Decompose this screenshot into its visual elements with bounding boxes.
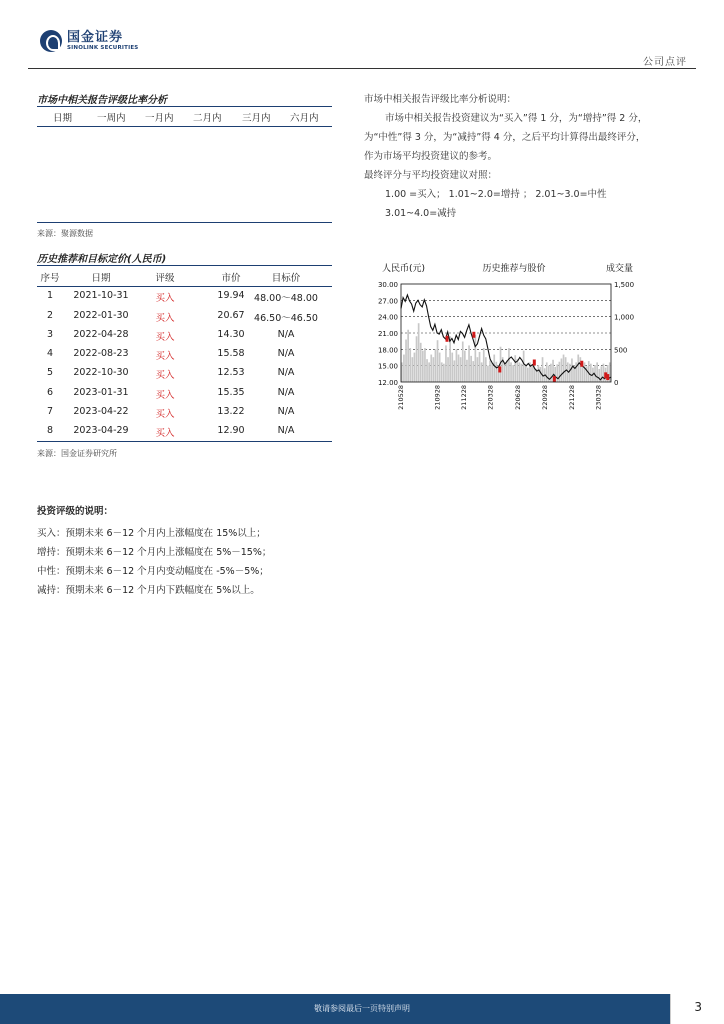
chart-volume-bar bbox=[456, 349, 458, 382]
history-table bbox=[37, 268, 332, 442]
chart-volume-bar bbox=[527, 368, 529, 382]
chart-volume-bar bbox=[598, 369, 600, 382]
cell-price: 15.58 bbox=[217, 348, 245, 360]
chart-grid bbox=[401, 300, 611, 365]
chart-recommend-marker bbox=[446, 336, 449, 342]
cell-rating: 买入 bbox=[155, 389, 175, 401]
chart-volume-bar bbox=[582, 365, 584, 382]
chart-recommend-marker bbox=[553, 376, 556, 382]
chart-volume-bar bbox=[460, 357, 462, 382]
chart-volume-bar bbox=[458, 355, 460, 382]
chart-volume-bar bbox=[519, 362, 521, 382]
chart-recommend-marker bbox=[533, 360, 536, 366]
chart-left-tick-label: 27.00 bbox=[377, 297, 398, 306]
chart-x-tick-label: 230328 bbox=[594, 385, 603, 410]
chart-volume-bar bbox=[485, 357, 487, 382]
chart-volume-bar bbox=[416, 336, 418, 382]
rating-stats-top-rule bbox=[37, 106, 332, 107]
cell-date: 2022-08-23 bbox=[73, 348, 129, 360]
cell-rating: 买入 bbox=[155, 312, 175, 324]
rating-note-line: 为“中性”得 3 分，为“减持”得 4 分，之后平均计算得出最终评分， bbox=[364, 132, 646, 143]
cell-target: N/A bbox=[277, 328, 295, 340]
chart-volume-bar bbox=[590, 364, 592, 382]
chart-volume-bar bbox=[596, 362, 598, 382]
chart-left-tick-label: 30.00 bbox=[377, 281, 398, 289]
cell-price: 20.67 bbox=[217, 309, 245, 321]
cell-rating: 买入 bbox=[155, 293, 175, 305]
cell-date: 2022-04-28 bbox=[73, 328, 129, 340]
chart-volume-bar bbox=[538, 365, 540, 382]
table-row bbox=[37, 345, 332, 364]
rating-note-line: 3.01~4.0=减持 bbox=[385, 208, 457, 219]
table-row bbox=[37, 307, 332, 326]
chart-volume-bars bbox=[401, 323, 611, 382]
cell-date: 2023-04-29 bbox=[73, 425, 129, 437]
chart-volume-bar bbox=[508, 348, 510, 382]
chart-volume-bar bbox=[531, 366, 533, 382]
rating-note-line: 作为市场平均投资建议的参考。 bbox=[364, 151, 498, 162]
chart-volume-bar bbox=[435, 349, 437, 382]
chart-volume-bar bbox=[561, 358, 563, 382]
chart-volume-bar bbox=[433, 357, 435, 382]
page-number: 3 bbox=[694, 1000, 702, 1014]
cell-no: 6 bbox=[46, 386, 54, 398]
chart-left-tick-label: 21.00 bbox=[377, 330, 398, 338]
cell-no: 8 bbox=[46, 425, 54, 437]
history-top-rule bbox=[37, 265, 332, 266]
cell-price: 15.35 bbox=[217, 386, 245, 398]
chart-x-tick-label: 221228 bbox=[567, 385, 576, 410]
cell-target: N/A bbox=[277, 386, 295, 398]
chart-left-ticks bbox=[378, 281, 398, 387]
chart-volume-bar bbox=[603, 364, 605, 382]
chart-volume-bar bbox=[424, 348, 426, 382]
chart-right-tick-label: 500 bbox=[614, 346, 628, 355]
chart-volume-bar bbox=[405, 340, 407, 382]
cell-date: 2023-01-31 bbox=[73, 386, 129, 398]
chart-volume-bar bbox=[523, 351, 525, 382]
chart-volume-bar bbox=[577, 355, 579, 382]
rating-stats-header bbox=[37, 110, 332, 124]
column-header: 二月内 bbox=[193, 113, 222, 124]
rating-note-line: 市场中相关报告评级比率分析说明： bbox=[364, 94, 517, 105]
chart-volume-bar bbox=[472, 361, 474, 382]
document-type: 公司点评 bbox=[643, 57, 687, 68]
evaluation-title: 投资评级的说明： bbox=[37, 506, 114, 517]
history-header-row bbox=[37, 268, 332, 287]
evaluation-line: 增持：预期未来 6－12 个月内上涨幅度在 5%－15%； bbox=[37, 547, 272, 558]
column-header: 一月内 bbox=[145, 113, 174, 124]
rating-note-line: 市场中相关报告投资建议为“买入”得 1 分，为“增持”得 2 分， bbox=[385, 113, 648, 124]
chart-volume-bar bbox=[441, 362, 443, 382]
chart-volume-bar bbox=[466, 360, 468, 382]
chart-volume-bar bbox=[470, 356, 472, 382]
chart-left-tick-label: 24.00 bbox=[377, 313, 398, 322]
chart-volume-bar bbox=[546, 362, 548, 382]
chart-volume-bar bbox=[422, 351, 424, 382]
chart-volume-bar bbox=[483, 348, 485, 382]
chart-recommend-marker bbox=[498, 366, 501, 372]
chart-volume-bar bbox=[443, 364, 445, 382]
chart-volume-bar bbox=[481, 362, 483, 382]
cell-no: 4 bbox=[46, 348, 54, 360]
cell-no: 1 bbox=[46, 290, 54, 302]
chart-volume-bar bbox=[542, 357, 544, 382]
chart-volume-bar bbox=[493, 355, 495, 382]
chart-right-tick-label: 0 bbox=[614, 379, 619, 387]
evaluation-line: 买入：预期未来 6－12 个月内上涨幅度在 15%以上； bbox=[37, 528, 266, 539]
rating-stats-header-rule bbox=[37, 126, 332, 127]
chart-volume-bar bbox=[512, 365, 514, 382]
chart-volume-bar bbox=[487, 366, 489, 382]
chart-x-tick-label: 220328 bbox=[486, 385, 495, 410]
chart-volume-bar bbox=[584, 362, 586, 382]
chart-volume-bar bbox=[496, 362, 498, 382]
cell-price: 12.53 bbox=[217, 367, 245, 379]
chart-x-ticks bbox=[397, 385, 602, 410]
chart-volume-bar bbox=[477, 357, 479, 382]
chart-x-tick-label: 220628 bbox=[513, 385, 522, 410]
cell-no: 3 bbox=[46, 328, 54, 340]
cell-price: 13.22 bbox=[217, 406, 245, 418]
chart-volume-bar bbox=[475, 335, 477, 382]
column-header: 六月内 bbox=[290, 113, 319, 124]
column-header: 目标价 bbox=[271, 273, 301, 284]
chart-volume-bar bbox=[563, 355, 565, 382]
company-logo bbox=[40, 29, 138, 53]
chart-volume-bar bbox=[464, 351, 466, 382]
chart-title: 历史推荐与股价 bbox=[482, 264, 546, 274]
chart-volume-bar bbox=[454, 360, 456, 382]
chart-volume-bar bbox=[468, 345, 470, 382]
column-header: 三月内 bbox=[242, 113, 271, 124]
table-row bbox=[37, 287, 332, 306]
chart-left-tick-label: 12.00 bbox=[377, 379, 398, 387]
chart-volume-bar bbox=[412, 357, 414, 382]
cell-rating: 买入 bbox=[155, 331, 175, 343]
column-header: 日期 bbox=[53, 113, 73, 124]
rating-note-line: 最终评分与平均投资建议对照： bbox=[364, 170, 498, 181]
chart-volume-bar bbox=[514, 355, 516, 382]
chart-x-tick-label: 210528 bbox=[397, 385, 405, 410]
chart-volume-bar bbox=[559, 362, 561, 382]
chart-volume-bar bbox=[439, 353, 441, 382]
chart-volume-bar bbox=[521, 364, 523, 382]
footer-notice: 敬请参阅最后一页特别声明 bbox=[314, 1004, 410, 1013]
chart-volume-bar bbox=[449, 336, 451, 382]
table-row bbox=[37, 422, 332, 441]
chart-volume-bar bbox=[437, 340, 439, 382]
chart-right-axis-label: 成交量 bbox=[606, 264, 634, 274]
footer-bar bbox=[0, 994, 724, 1024]
chart-volume-bar bbox=[403, 355, 405, 382]
chart-volume-bar bbox=[525, 365, 527, 382]
cell-target: N/A bbox=[277, 367, 295, 379]
column-header: 日期 bbox=[91, 273, 111, 284]
chart-volume-bar bbox=[418, 323, 420, 382]
logo-name-en: SINOLINK SECURITIES bbox=[67, 44, 139, 51]
cell-rating: 买入 bbox=[155, 409, 175, 421]
chart-x-tick-label: 210928 bbox=[433, 385, 442, 410]
rating-stats-source: 来源：聚源数据 bbox=[37, 229, 93, 238]
chart-volume-bar bbox=[428, 362, 430, 382]
cell-rating: 买入 bbox=[155, 370, 175, 382]
chart-volume-bar bbox=[426, 359, 428, 382]
chart-right-tick-label: 1,500 bbox=[614, 281, 635, 289]
chart-recommend-marker bbox=[580, 361, 583, 367]
history-source: 来源：国金证券研究所 bbox=[37, 449, 117, 458]
chart-volume-bar bbox=[462, 341, 464, 382]
evaluation-line: 中性：预期未来 6－12 个月内变动幅度在 -5%－5%； bbox=[37, 566, 269, 577]
chart-volume-bar bbox=[504, 364, 506, 382]
header-divider bbox=[28, 68, 696, 69]
chart-volume-bar bbox=[409, 348, 411, 382]
chart-x-tick-label: 211228 bbox=[460, 385, 469, 410]
chart-left-tick-label: 18.00 bbox=[377, 346, 398, 355]
chart-volume-bar bbox=[571, 358, 573, 382]
rating-stats-bottom-rule bbox=[37, 222, 332, 223]
cell-target: 48.00～48.00 bbox=[254, 293, 318, 305]
cell-rating: 买入 bbox=[155, 428, 175, 440]
chart-volume-bar bbox=[430, 355, 432, 382]
column-header: 一周内 bbox=[97, 113, 126, 124]
cell-date: 2022-10-30 bbox=[73, 367, 129, 379]
chart-volume-bar bbox=[451, 353, 453, 382]
price-history-chart bbox=[364, 258, 664, 428]
chart-recommend-marker bbox=[472, 332, 475, 338]
chart-volume-bar bbox=[506, 360, 508, 382]
rating-note-line: 1.00 =买入； 1.01~2.0=增持 ； 2.01~3.0=中性 bbox=[385, 189, 607, 200]
table-row bbox=[37, 326, 332, 345]
cell-date: 2022-01-30 bbox=[73, 309, 129, 321]
chart-volume-bar bbox=[517, 359, 519, 382]
column-header: 序号 bbox=[40, 273, 60, 284]
cell-price: 12.90 bbox=[217, 425, 245, 437]
cell-price: 14.30 bbox=[217, 328, 245, 340]
cell-target: 46.50～46.50 bbox=[254, 312, 318, 324]
chart-volume-bar bbox=[510, 362, 512, 382]
cell-target: N/A bbox=[277, 348, 295, 360]
column-header: 评级 bbox=[155, 273, 175, 284]
chart-volume-bar bbox=[414, 353, 416, 382]
chart-volume-bar bbox=[550, 364, 552, 382]
logo-name-cn: 国金证券 bbox=[67, 29, 124, 45]
cell-target: N/A bbox=[277, 406, 295, 418]
table-row bbox=[37, 403, 332, 422]
cell-target: N/A bbox=[277, 425, 295, 437]
chart-volume-bar bbox=[491, 363, 493, 382]
logo-icon bbox=[40, 30, 62, 52]
cell-date: 2023-04-22 bbox=[73, 406, 129, 418]
cell-rating: 买入 bbox=[155, 351, 175, 363]
evaluation-line: 减持：预期未来 6－12 个月内下跌幅度在 5%以上。 bbox=[37, 585, 260, 596]
chart-right-tick-label: 1,000 bbox=[614, 313, 635, 322]
rating-stats-title: 市场中相关报告评级比率分析 bbox=[37, 95, 167, 106]
column-header: 市价 bbox=[221, 273, 241, 284]
cell-price: 19.94 bbox=[217, 290, 245, 302]
history-bottom-rule bbox=[37, 441, 332, 442]
chart-volume-bar bbox=[420, 343, 422, 382]
cell-no: 7 bbox=[46, 406, 54, 418]
chart-volume-bar bbox=[569, 364, 571, 382]
table-row bbox=[37, 364, 332, 383]
cell-no: 2 bbox=[46, 309, 54, 321]
table-row bbox=[37, 384, 332, 403]
cell-no: 5 bbox=[46, 367, 54, 379]
chart-left-axis-label: 人民币(元) bbox=[382, 264, 426, 274]
chart-left-tick-label: 15.00 bbox=[377, 362, 398, 371]
chart-volume-bar bbox=[489, 360, 491, 382]
chart-x-tick-label: 220928 bbox=[540, 385, 549, 410]
chart-volume-bar bbox=[479, 352, 481, 382]
chart-right-ticks bbox=[614, 281, 634, 387]
chart-volume-bar bbox=[445, 345, 447, 382]
chart-volume-bar bbox=[407, 330, 409, 382]
history-title: 历史推荐和目标定价(人民币) bbox=[37, 254, 167, 265]
cell-date: 2021-10-31 bbox=[73, 290, 129, 302]
chart-volume-bar bbox=[447, 357, 449, 382]
chart-volume-bar bbox=[586, 366, 588, 382]
chart-volume-bar bbox=[540, 367, 542, 382]
chart-volume-bar bbox=[556, 364, 558, 382]
chart-recommend-marker bbox=[606, 374, 609, 380]
